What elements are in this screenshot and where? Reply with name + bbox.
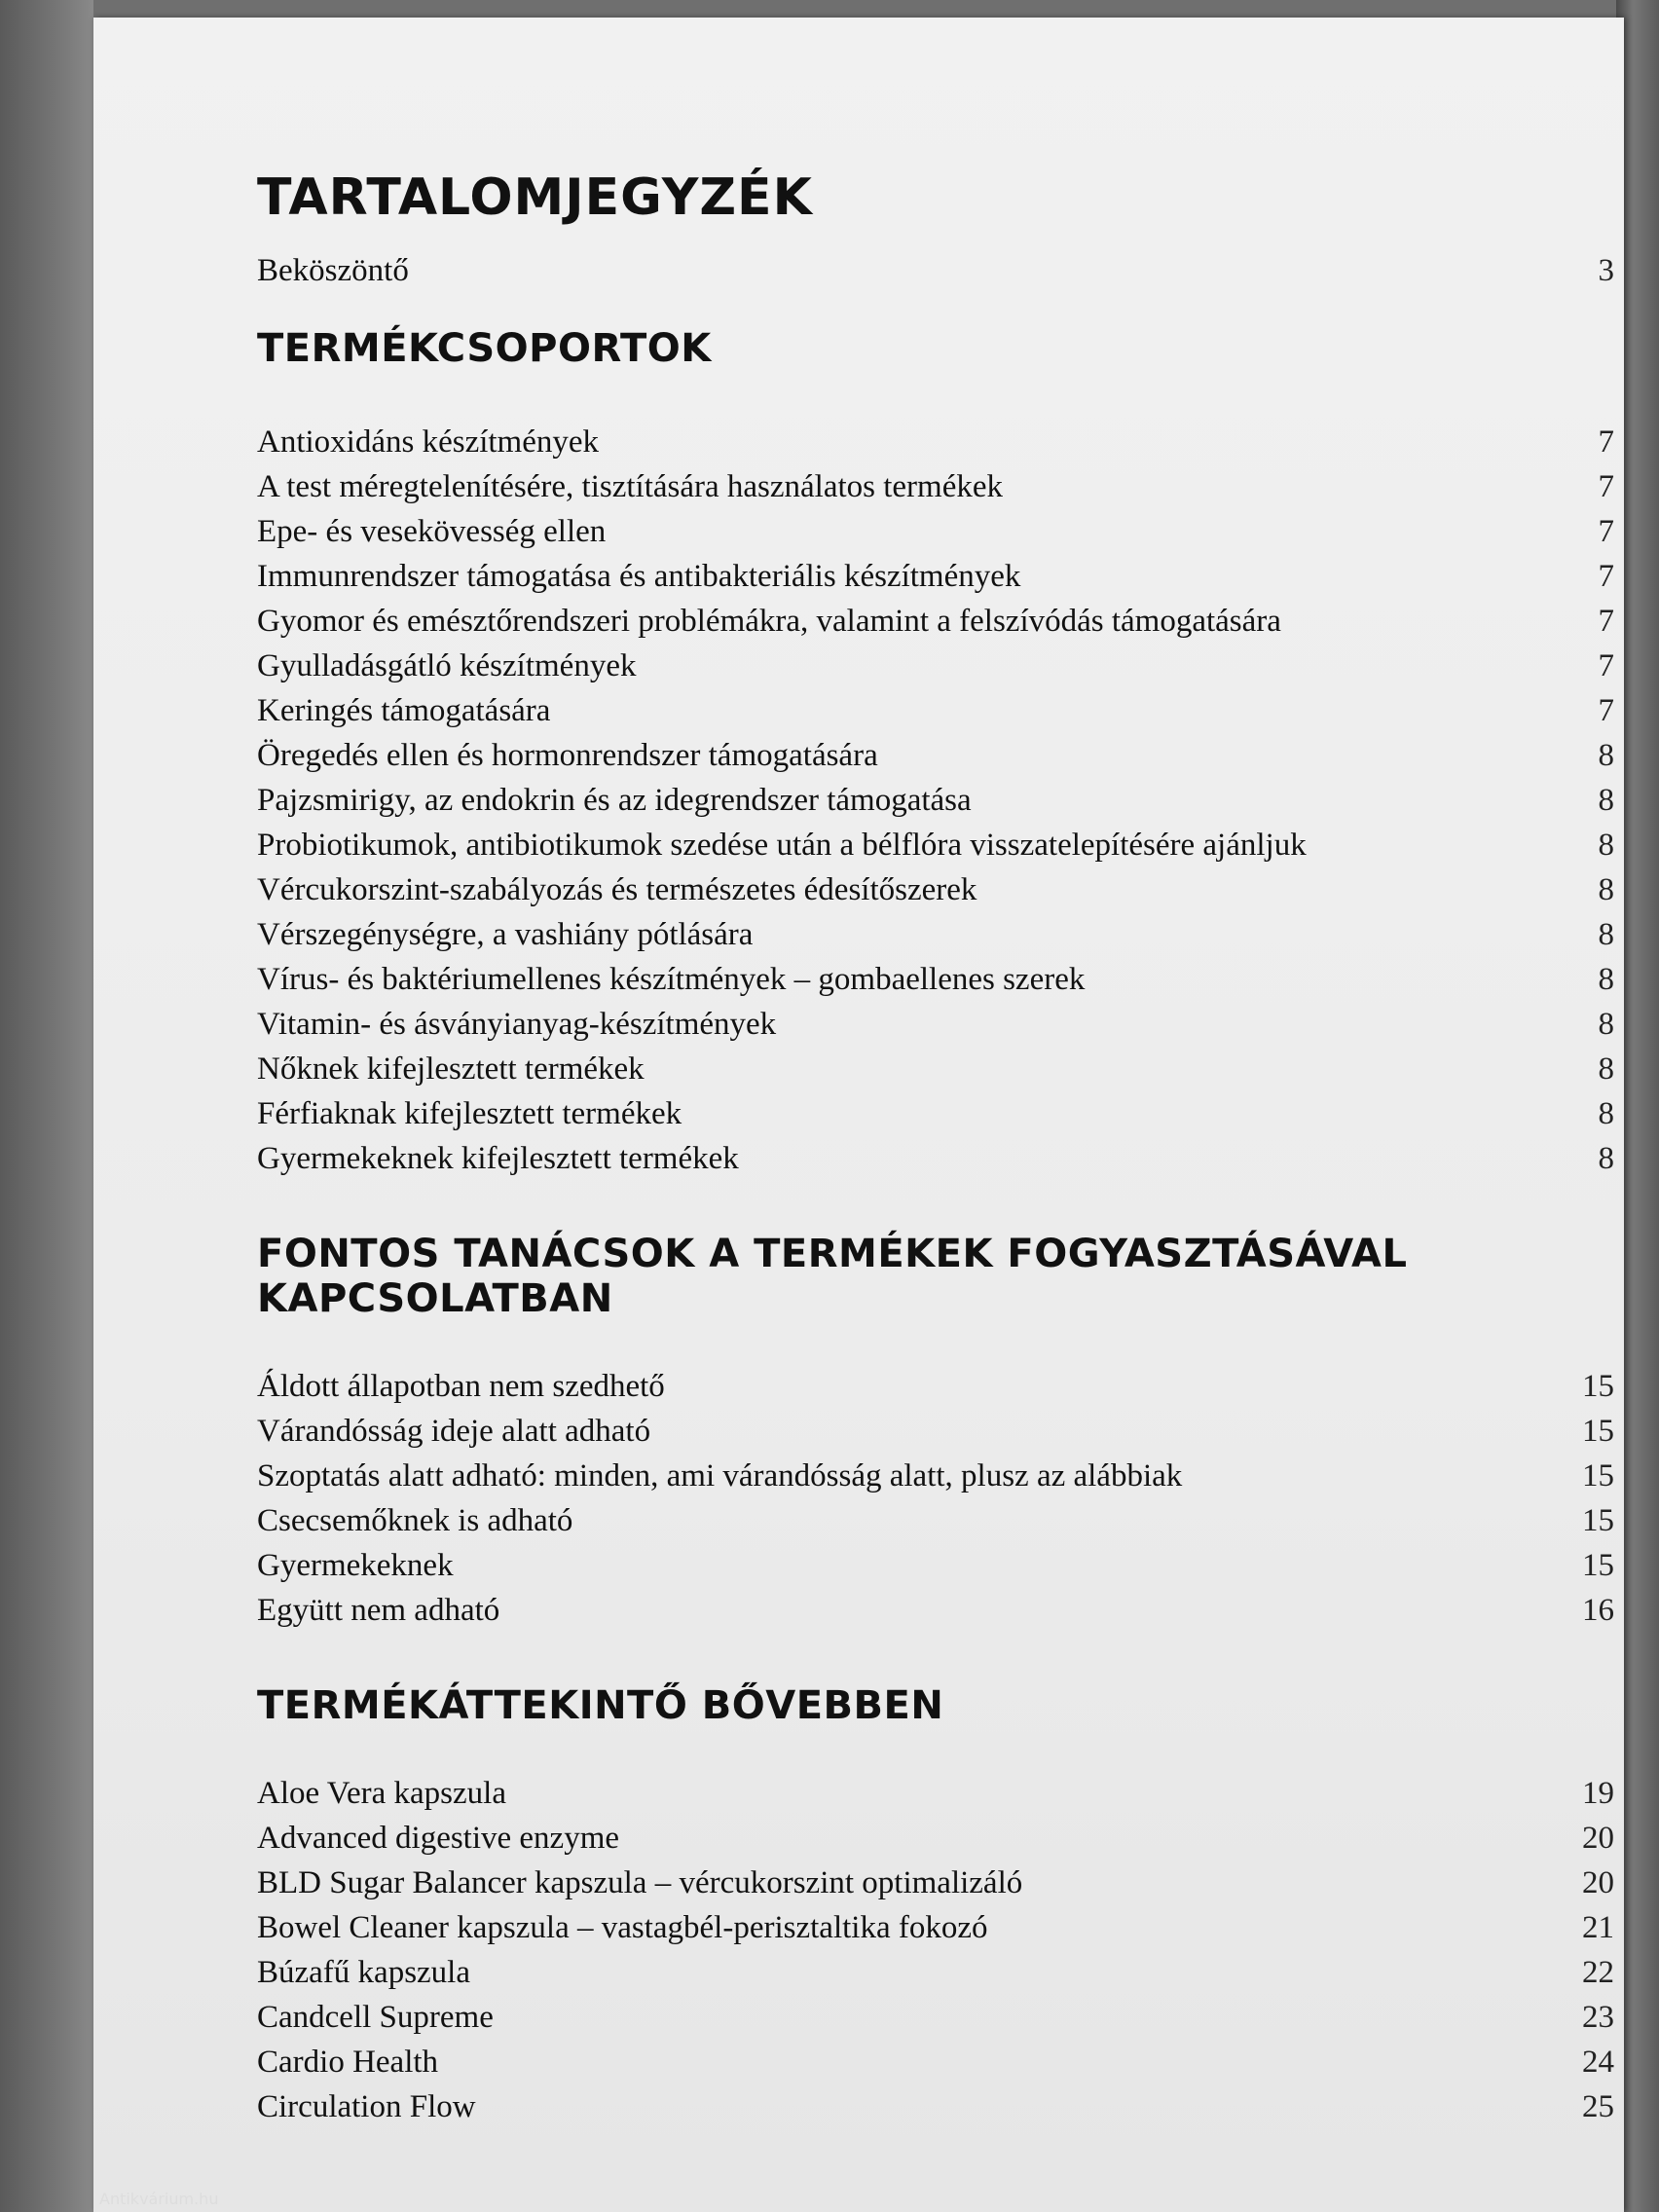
toc-entry-label: Búzafű kapszula [257,1955,470,1990]
toc-entry [257,2040,1620,2084]
toc-entry [257,867,1620,912]
toc-entry-page: 7 [1598,559,1614,594]
toc-entry-page: 8 [1598,1051,1614,1087]
section-heading-product-overview: TERMÉKÁTTEKINTŐ BŐVEBBEN [257,1683,944,1728]
toc-entry [257,420,1620,464]
spacer [257,1321,1620,1364]
toc-entry-label: Gyulladásgátló készítmények [257,648,637,683]
toc-list-product-groups [257,420,1620,1181]
toc-entry-label: Candcell Supreme [257,2000,494,2035]
toc-entry-label: Áldott állapotban nem szedhető [257,1369,665,1404]
toc-entry-page: 15 [1582,1503,1614,1538]
toc-entry-label: Advanced digestive enzyme [257,1821,620,1856]
page-title: TARTALOMJEGYZÉK [257,168,813,227]
toc-content [257,149,1620,2129]
toc-entry [257,778,1620,823]
spacer [257,1633,1620,1683]
toc-entry-page: 20 [1582,1865,1614,1900]
toc-entry-page: 15 [1582,1414,1614,1449]
toc-entry [257,509,1620,554]
toc-list-product-overview [257,1771,1620,2129]
intro-list [257,248,1620,293]
toc-entry-page: 7 [1598,469,1614,504]
toc-entry-page: 8 [1598,1141,1614,1176]
toc-entry-label: Aloe Vera kapszula [257,1776,506,1811]
toc-entry [257,1543,1620,1588]
toc-entry-page: 8 [1598,1096,1614,1131]
toc-entry [257,644,1620,688]
toc-entry [257,1905,1620,1950]
toc-entry-label: Cardio Health [257,2045,439,2080]
toc-entry-page: 25 [1582,2089,1614,2124]
toc-entry-page: 19 [1582,1776,1614,1811]
spacer [257,1181,1620,1232]
toc-entry-label: A test méregtelenítésére, tisztítására használatos termékek [257,469,1004,504]
toc-entry-page: 7 [1598,693,1614,728]
toc-entry-page: 8 [1598,783,1614,818]
toc-entry-page: 20 [1582,1821,1614,1856]
toc-entry [257,1409,1620,1454]
toc-entry [257,733,1620,778]
toc-entry [257,1588,1620,1633]
toc-entry-label: Szoptatás alatt adható: minden, ami várandósság alatt, plusz az alábbiak [257,1458,1183,1493]
toc-entry-page: 16 [1582,1593,1614,1628]
toc-entry-page: 15 [1582,1548,1614,1583]
toc-entry-label: Együtt nem adható [257,1593,500,1628]
toc-entry [257,1364,1620,1409]
toc-entry-label: Pajzsmirigy, az endokrin és az idegrendszer támogatása [257,783,972,818]
toc-entry [257,1091,1620,1136]
toc-entry-label: Nőknek kifejlesztett termékek [257,1051,645,1087]
toc-entry-label: Férfiaknak kifejlesztett termékek [257,1096,682,1131]
toc-entry-label: Probiotikumok, antibiotikumok szedése után a bélflóra visszatelepítésére ajánljuk [257,828,1307,863]
toc-entry [257,1816,1620,1861]
toc-entry [257,823,1620,867]
toc-entry [257,1950,1620,1995]
toc-entry-label: Vérszegénységre, a vashiány pótlására [257,917,754,952]
toc-entry-page: 7 [1598,424,1614,460]
toc-entry [257,599,1620,644]
toc-entry [257,554,1620,599]
toc-entry-label: Gyomor és emésztőrendszeri problémákra, valamint a felszívódás támogatására [257,604,1281,639]
toc-entry-page: 24 [1582,2045,1614,2080]
toc-entry-page: 22 [1582,1955,1614,1990]
spacer [257,371,1620,420]
toc-entry-page: 23 [1582,2000,1614,2035]
toc-entry-label: Vércukorszint-szabályozás és természetes édesítőszerek [257,872,977,907]
toc-entry-label: Immunrendszer támogatása és antibakteriális készítmények [257,559,1021,594]
toc-entry [257,2084,1620,2129]
toc-entry [257,1136,1620,1181]
background-left [0,0,93,2212]
toc-entry-label: Antioxidáns készítmények [257,424,600,460]
toc-entry-label: Vitamin- és ásványianyag-készítmények [257,1007,777,1042]
toc-entry-label: Beköszöntő [257,253,409,288]
toc-entry-page: 15 [1582,1458,1614,1493]
toc-entry-label: Gyermekeknek kifejlesztett termékek [257,1141,739,1176]
toc-entry-page: 8 [1598,962,1614,997]
toc-entry-page: 7 [1598,514,1614,549]
toc-entry [257,1498,1620,1543]
toc-list-advice [257,1364,1620,1633]
toc-entry-label: Circulation Flow [257,2089,476,2124]
toc-entry-label: Gyermekeknek [257,1548,454,1583]
toc-entry-label: Vírus- és baktériumellenes készítmények – gombaellenes szerek [257,962,1086,997]
toc-entry [257,688,1620,733]
toc-entry-intro [257,248,1620,293]
toc-entry-page: 8 [1598,828,1614,863]
document-page [93,18,1624,2212]
toc-entry [257,912,1620,957]
toc-entry [257,1454,1620,1498]
toc-entry [257,464,1620,509]
toc-entry [257,1861,1620,1905]
toc-entry-page: 7 [1598,604,1614,639]
toc-entry-page: 3 [1598,253,1614,288]
toc-entry-page: 7 [1598,648,1614,683]
toc-entry [257,1047,1620,1091]
watermark: Antikvárium.hu [99,2190,219,2208]
toc-entry-label: Várandósság ideje alatt adható [257,1414,651,1449]
toc-entry [257,1771,1620,1816]
toc-entry-page: 8 [1598,917,1614,952]
toc-entry-page: 8 [1598,872,1614,907]
toc-entry-label: Epe- és vesekövesség ellen [257,514,607,549]
section-heading-advice: FONTOS TANÁCSOK A TERMÉKEK FOGYASZTÁSÁVAL KAPCSOLATBAN [257,1232,1408,1321]
toc-entry-page: 8 [1598,738,1614,773]
toc-entry-label: BLD Sugar Balancer kapszula – vércukorszint optimalizáló [257,1865,1023,1900]
toc-entry-label: Bowel Cleaner kapszula – vastagbél-perisztaltika fokozó [257,1910,988,1945]
section-heading-product-groups: TERMÉKCSOPORTOK [257,326,712,371]
toc-entry-page: 15 [1582,1369,1614,1404]
toc-entry [257,1995,1620,2040]
spacer [257,1728,1620,1771]
toc-entry-label: Keringés támogatására [257,693,551,728]
toc-entry-page: 21 [1582,1910,1614,1945]
toc-entry-label: Csecsemőknek is adható [257,1503,573,1538]
toc-entry [257,957,1620,1002]
toc-entry-label: Öregedés ellen és hormonrendszer támogatására [257,738,878,773]
toc-entry-page: 8 [1598,1007,1614,1042]
toc-entry [257,1002,1620,1047]
